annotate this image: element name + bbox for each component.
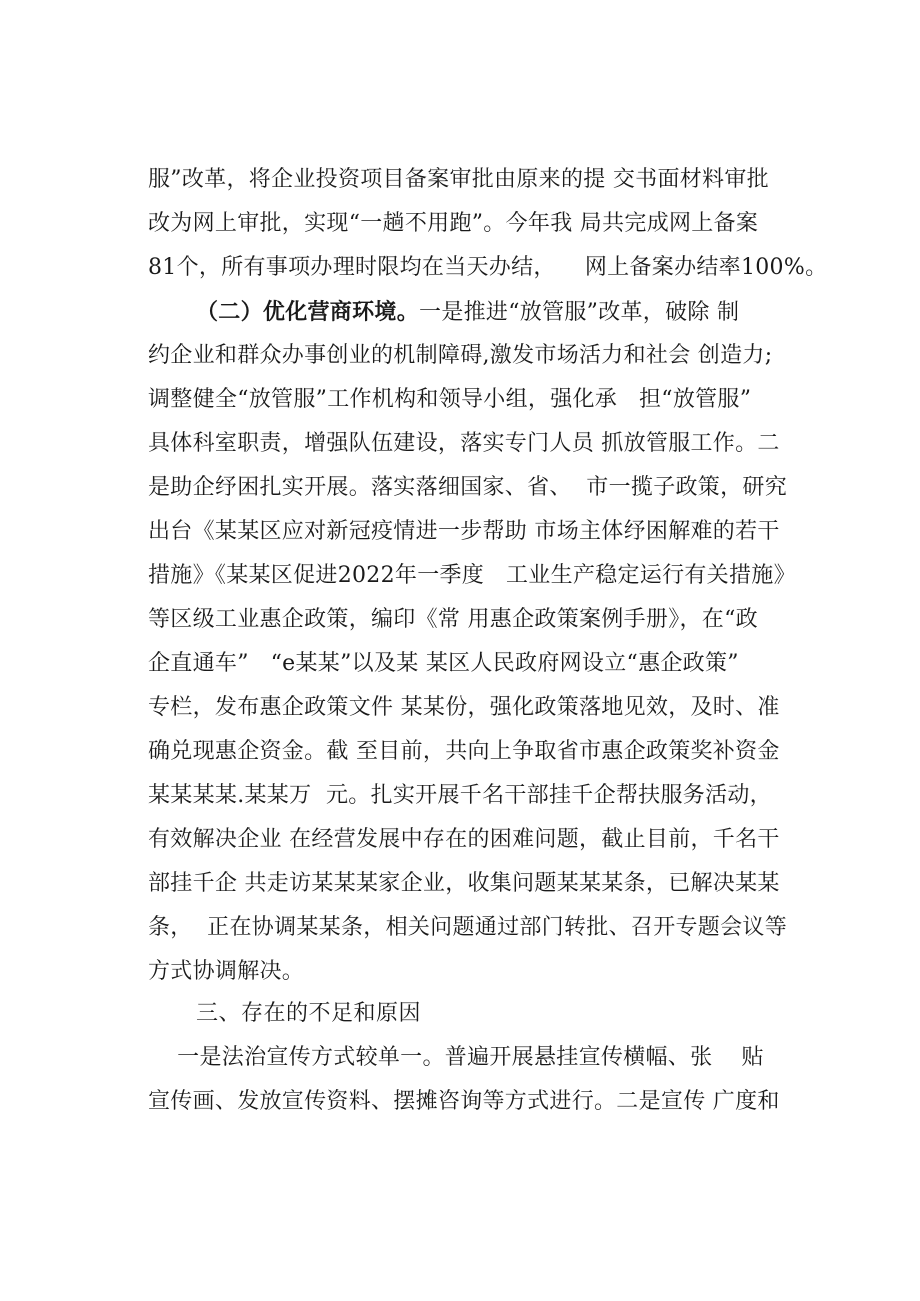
text-line: 宣传画、发放宣传资料、摆摊咨询等方式进行。二是宣传 广度和 (148, 1089, 780, 1114)
text-line: 方式协调解决。 (148, 959, 305, 984)
text-line: 具体科室职责，增强队伍建设，落实专门人员 抓放管服工作。二 (148, 431, 780, 456)
text-line: 专栏，发布惠企政策文件 某某份，强化政策落地见效，及时、准 (148, 695, 780, 720)
paragraph-first-line (196, 290, 739, 334)
text-line: 一是法治宣传方式较单一。普遍开展悬挂宣传横幅、张 贴 (148, 1045, 764, 1070)
text-line: 改为网上审批，实现“一趟不用跑”。今年我 局共完成网上备案 (148, 211, 759, 236)
text-line: 确兑现惠企资金。截 至目前，共向上争取省市惠企政策奖补资金 (148, 739, 780, 764)
text-line: 约企业和群众办事创业的机制障碍,激发市场活力和社会 创造力; (148, 343, 773, 368)
text-line: 条， 正在协调某某条，相关问题通过部门转批、召开专题会议等 (148, 915, 787, 940)
text-line: 服”改革，将企业投资项目备案审批由原来的提 交书面材料审批 (148, 167, 769, 192)
text-line: 81个，所有事项办理时限均在当天办结， 网上备案办结率100%。 (148, 255, 828, 280)
text-line: 等区级工业惠企政策，编印《常 用惠企政策案例手册》，在“政 (148, 607, 758, 632)
section-heading: 三、存在的不足和原因 (196, 1001, 422, 1026)
text-line: 某某某某.某某万 元。扎实开展千名干部挂千企帮扶服务活动， (148, 783, 772, 808)
text-line: 调整健全“放管服”工作机构和领导小组，强化承 担“放管服” (148, 387, 752, 412)
text-line: 出台《某某区应对新冠疫情进一步帮助 市场主体纾困解难的若干 (148, 519, 780, 544)
subheading-bold: （二）优化营商环境。 (196, 299, 420, 325)
text-line: 企直通车” “e某某”以及某 某区人民政府网设立“惠企政策” (148, 651, 739, 676)
text-span: 一是推进“放管服”改革，破除 制 (419, 300, 740, 325)
text-line: 有效解决企业 在经营发展中存在的困难问题，截止目前，千名干 (148, 827, 780, 852)
text-line: 部挂千企 共走访某某某家企业，收集问题某某某条，已解决某某 (148, 871, 780, 896)
text-line: 是助企纾困扎实开展。落实落细国家、省、 市一揽子政策，研究 (148, 475, 787, 500)
text-line: 措施》《某某区促进2022年一季度 工业生产稳定运行有关措施》 (148, 563, 796, 588)
